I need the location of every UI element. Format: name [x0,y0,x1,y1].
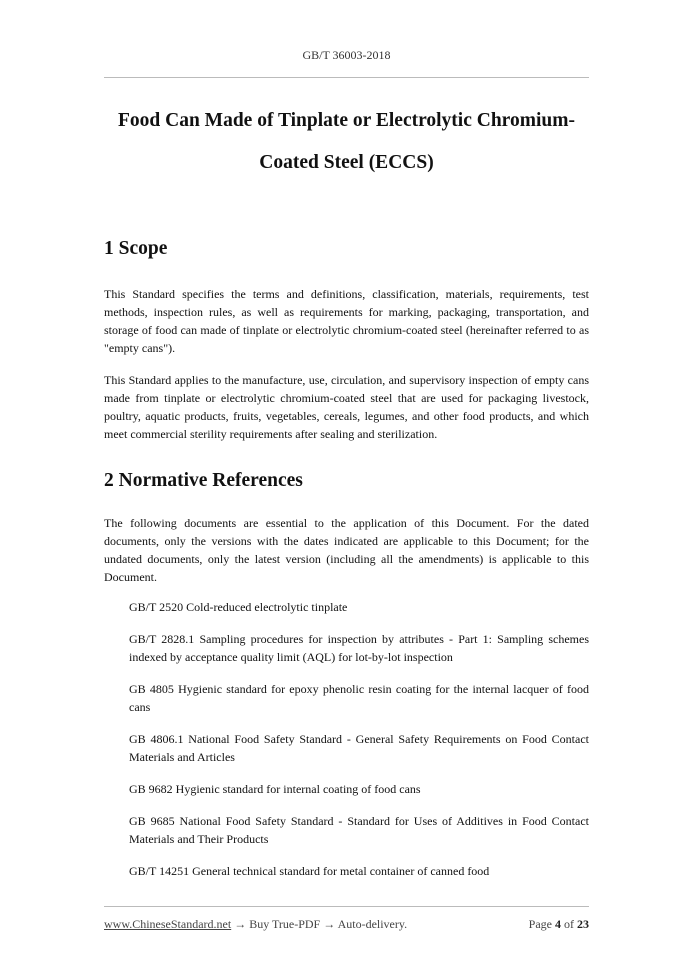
page-number [529,917,589,932]
reference-item: GB 4805 Hygienic standard for epoxy phenolic resin coating for the internal lacquer of food cans [129,682,589,714]
section-heading-normative-references: 2 Normative References [104,470,303,491]
reference-item: GB/T 2520 Cold-reduced electrolytic tinplate [129,600,348,614]
footer-tagline: → Buy True-PDF → Auto-delivery. [231,917,408,931]
footer-left [104,917,407,932]
reference-item: GB/T 14251 General technical standard for metal container of canned food [129,864,490,878]
reference-list [129,598,589,894]
title-line-2: Coated Steel (ECCS) [259,152,434,173]
reference-item: GB 4806.1 National Food Safety Standard - General Safety Requirements on Food Contact Materials and Articles [129,732,589,764]
page-label: Page [528,917,552,931]
scope-paragraph-2: This Standard applies to the manufacture, use, circulation, and supervisory inspection of empty cans made from tinplate or electrolytic chromium-coated steel that are used for packaging livestock, poultry, aquatic products, fruits, vegetables, cereals, legumes, and other food products, and which meet commercial sterility requirements after sealing and sterilization. [104,373,589,441]
running-header [104,48,589,78]
page-footer [104,906,589,932]
reference-item: GB/T 2828.1 Sampling procedures for inspection by attributes - Part 1: Sampling schemes indexed by acceptance quality limit (AQL) for lot-by-lot inspection [129,632,589,664]
website-link[interactable]: www.ChineseStandard.net [104,917,232,931]
of-label: of [564,917,574,931]
doc-id: GB/T 36003-2018 [302,48,391,62]
document-title [104,100,589,184]
total-pages: 23 [577,917,589,931]
reference-item: GB 9682 Hygienic standard for internal coating of food cans [129,782,421,796]
scope-paragraph-1: This Standard specifies the terms and definitions, classification, materials, requirements, test methods, inspection rules, as well as requirements for marking, packaging, transportation, and storage of food can made of tinplate or electrolytic chromium-coated steel (hereinafter referred to as "empty cans"). [104,287,589,355]
section-heading-scope: 1 Scope [104,238,168,259]
reference-item: GB 9685 National Food Safety Standard - Standard for Uses of Additives in Food Contact Materials and Their Products [129,814,589,846]
normative-intro-paragraph: The following documents are essential to the application of this Document. For the dated documents, only the versions with the dates indicated are applicable to this Document; for the undated documents, only the latest version (including all the amendments) is applicable to this Document. [104,516,589,584]
title-line-1: Food Can Made of Tinplate or Electrolytic Chromium- [118,110,575,131]
current-page: 4 [555,917,561,931]
